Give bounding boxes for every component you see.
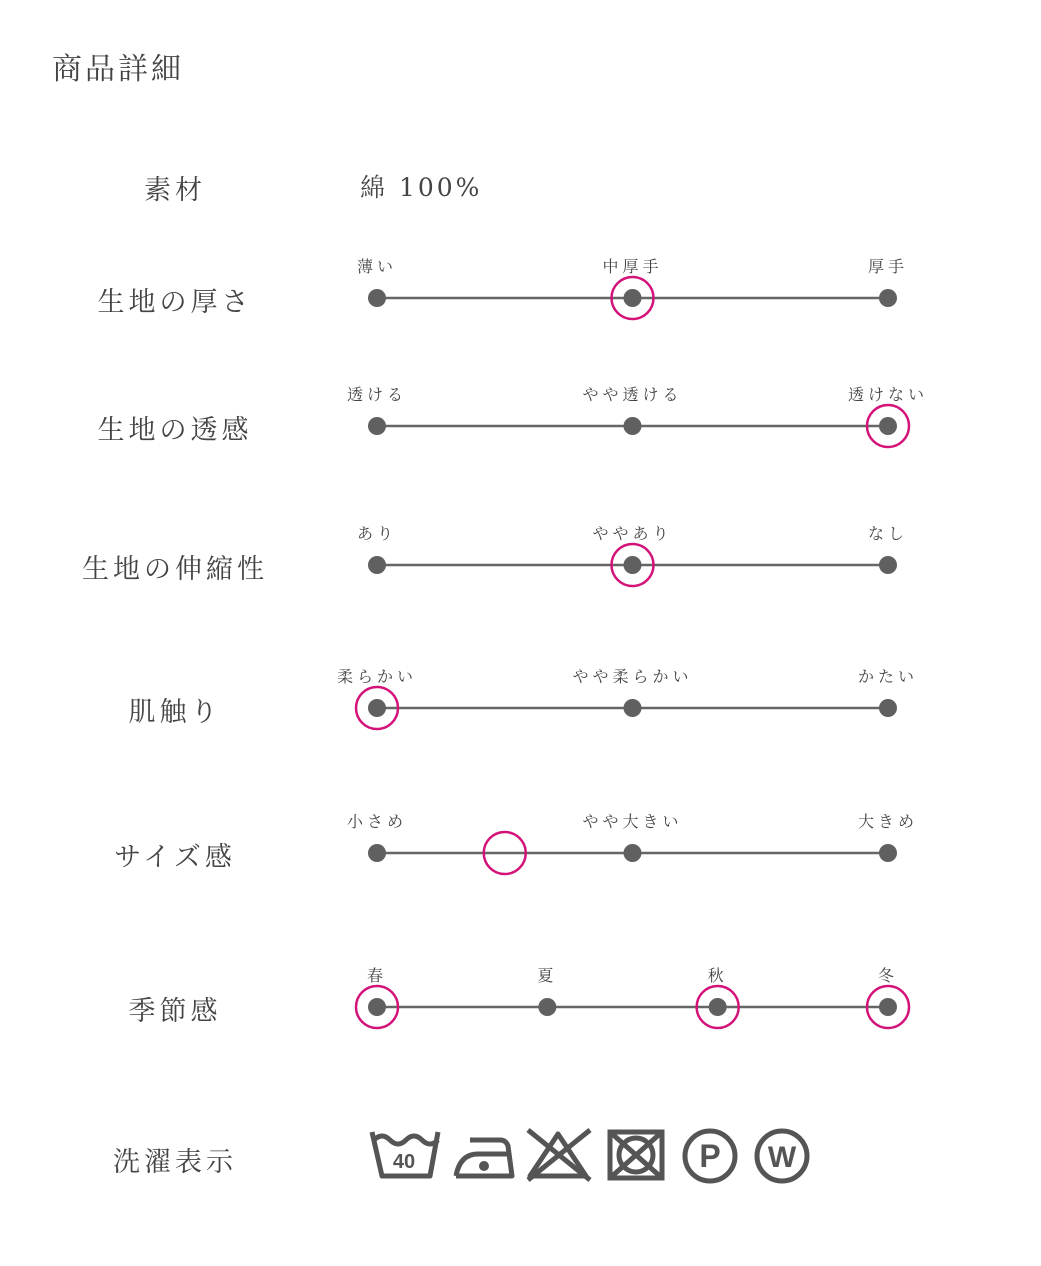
- scale-label: 生地の透感: [97, 415, 253, 446]
- scale-label: 肌触り: [128, 697, 222, 728]
- no-bleach-icon: [528, 1130, 590, 1180]
- scale-dot: [368, 699, 386, 717]
- scale-dot: [624, 417, 642, 435]
- dry-clean-letter: P: [699, 1138, 721, 1174]
- scale-dot: [368, 289, 386, 307]
- scale-option-label: やや透ける: [582, 385, 683, 404]
- scale-label: 生地の伸縮性: [82, 554, 268, 585]
- scale-dot: [368, 998, 386, 1016]
- scale-option-label: なし: [867, 524, 909, 543]
- iron-low-icon: [456, 1140, 512, 1176]
- scale-option-label: あり: [356, 524, 398, 543]
- page-title: 商品詳細: [52, 52, 184, 87]
- scale-option-label: 夏: [537, 966, 558, 985]
- scale-option-label: 冬: [877, 966, 899, 985]
- scale-option-label: 透ける: [346, 385, 408, 404]
- scale-option-label: 小さめ: [346, 812, 408, 831]
- scale-option-label: 薄い: [356, 257, 398, 276]
- care-label: 洗濯表示: [113, 1147, 237, 1178]
- scale-dot: [368, 556, 386, 574]
- material-label: 素材: [144, 175, 206, 206]
- scale-option-label: かたい: [857, 667, 919, 686]
- scale-dot: [879, 844, 897, 862]
- scale-dot: [624, 556, 642, 574]
- scale-dot: [624, 289, 642, 307]
- scale-dot: [879, 998, 897, 1016]
- dry-clean-p-icon: [685, 1131, 735, 1181]
- scale-dot: [879, 289, 897, 307]
- no-tumble-dry-icon: [610, 1132, 662, 1178]
- wet-clean-w-icon: [757, 1131, 807, 1181]
- scale-dot: [879, 556, 897, 574]
- scale-option-label: 厚手: [867, 257, 909, 276]
- material-value: 綿 100%: [360, 173, 483, 202]
- scale-label: 季節感: [128, 996, 222, 1027]
- scale-dot: [709, 998, 727, 1016]
- scale-dot: [368, 417, 386, 435]
- scale-option-label: 春: [366, 966, 388, 985]
- wash-40-icon: [372, 1132, 438, 1176]
- scale-option-label: ややあり: [592, 524, 673, 543]
- scale-dot: [624, 699, 642, 717]
- scale-dot: [538, 998, 556, 1016]
- scale-dot: [879, 699, 897, 717]
- scale-label: 生地の厚さ: [97, 287, 253, 318]
- scale-option-label: 大きめ: [857, 812, 919, 831]
- wash-temp: 40: [392, 1151, 416, 1173]
- scale-option-label: やや柔らかい: [572, 667, 693, 686]
- scale-option-label: 秋: [707, 966, 728, 985]
- scale-option-label: 中厚手: [602, 257, 663, 276]
- scale-dot: [624, 844, 642, 862]
- scale-option-label: やや大きい: [582, 812, 683, 831]
- scale-dot: [879, 417, 897, 435]
- scale-option-label: 柔らかい: [336, 667, 418, 686]
- care-icons: [360, 1120, 820, 1204]
- scale-label: サイズ感: [114, 842, 236, 873]
- scale-dot: [368, 844, 386, 862]
- wet-clean-letter: W: [767, 1141, 797, 1174]
- scale-option-label: 透けない: [847, 385, 929, 404]
